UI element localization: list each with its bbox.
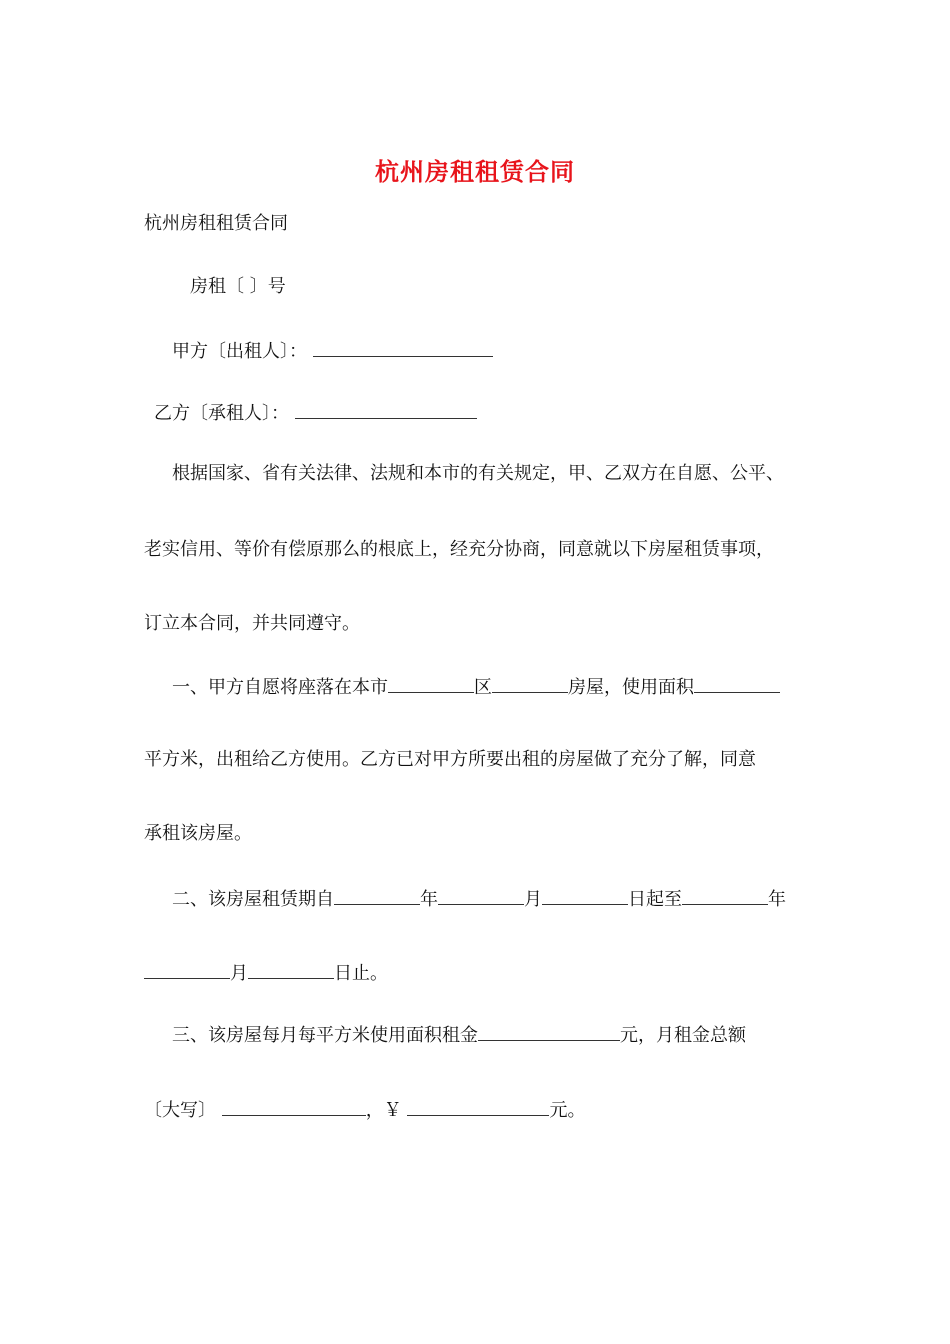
area-blank xyxy=(694,674,780,693)
clause-1-line-3: 承租该房屋。 xyxy=(144,823,252,844)
clause-1-prefix: 一、甲方自愿将座落在本市 xyxy=(172,677,388,698)
clause-2-line-1 xyxy=(172,886,786,912)
end-month-label: 月 xyxy=(230,963,248,984)
clause-1-line-2: 平方米，出租给乙方使用。乙方已对甲方所要出租的房屋做了充分了解，同意 xyxy=(144,749,756,770)
district-label: 区 xyxy=(474,677,492,698)
clause-3-line-1 xyxy=(172,1022,746,1048)
capital-amount-blank xyxy=(222,1097,366,1116)
yen-amount-blank xyxy=(407,1097,549,1116)
party-b-label: 乙方〔承租人〕： xyxy=(154,403,289,424)
start-year-label: 年 xyxy=(420,889,438,910)
document-subtitle: 杭州房租租赁合同 xyxy=(144,213,288,234)
rent-per-sqm-blank xyxy=(478,1022,620,1041)
end-day-blank xyxy=(248,960,334,979)
clause-2-prefix: 二、该房屋租赁期自 xyxy=(172,889,334,910)
start-month-label: 月 xyxy=(524,889,542,910)
party-b-line xyxy=(154,400,477,426)
end-month-blank xyxy=(144,960,230,979)
contract-number-line: 房租〔 〕号 xyxy=(190,276,286,297)
document-title: 杭州房租租赁合同 xyxy=(375,157,575,186)
end-day-label: 日止。 xyxy=(334,963,388,984)
party-a-line xyxy=(172,338,493,364)
clause-3-prefix: 三、该房屋每月每平方米使用面积租金 xyxy=(172,1025,478,1046)
yen-label: ，￥ xyxy=(365,1100,402,1121)
end-year-label: 年 xyxy=(768,889,786,910)
monthly-total-label: 元，月租金总额 xyxy=(620,1025,746,1046)
start-month-blank xyxy=(438,886,524,905)
house-area-label: 房屋，使用面积 xyxy=(568,677,694,698)
start-day-label: 日起至 xyxy=(628,889,682,910)
capital-amount-label: 〔大写〕 xyxy=(144,1100,216,1121)
district-blank xyxy=(388,674,474,693)
end-year-blank xyxy=(682,886,768,905)
clause-1-line-1 xyxy=(172,674,780,700)
intro-line-1: 根据国家、省有关法律、法规和本市的有关规定，甲、乙双方在自愿、公平、 xyxy=(172,463,784,484)
party-a-blank xyxy=(313,338,493,357)
start-year-blank xyxy=(334,886,420,905)
party-b-blank xyxy=(295,400,477,419)
yuan-end-label: 元。 xyxy=(549,1100,586,1121)
intro-line-2: 老实信用、等价有偿原那么的根底上，经充分协商，同意就以下房屋租赁事项， xyxy=(144,539,774,560)
clause-3-line-2 xyxy=(144,1097,585,1123)
clause-2-line-2 xyxy=(144,960,388,986)
intro-line-3: 订立本合同，并共同遵守。 xyxy=(144,613,360,634)
start-day-blank xyxy=(542,886,628,905)
house-blank xyxy=(492,674,568,693)
party-a-label: 甲方〔出租人〕： xyxy=(172,341,307,362)
